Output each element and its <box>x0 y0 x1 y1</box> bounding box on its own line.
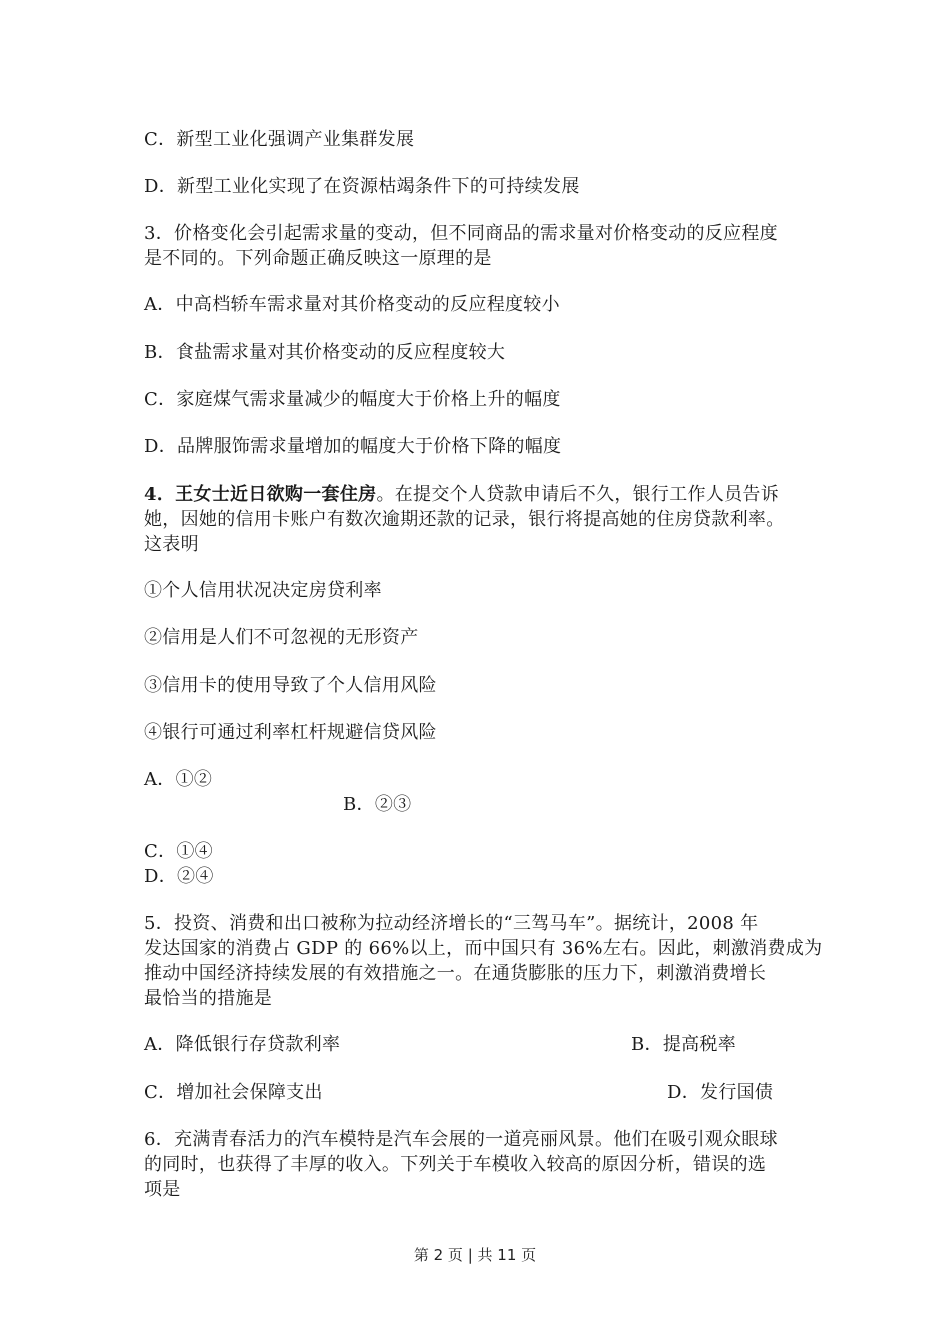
q3-option-c: C．家庭煤气需求量减少的幅度大于价格上升的幅度 <box>144 389 561 410</box>
q3-option-d: D．品牌服饰需求量增加的幅度大于价格下降的幅度 <box>144 436 562 457</box>
q4-item-2: ②信用是人们不可忽视的无形资产 <box>144 627 419 648</box>
q4-stem-rest: 。在提交个人贷款申请后不久，银行工作人员告诉 <box>376 484 780 505</box>
q3-option-a: A．中高档轿车需求量对其价格变动的反应程度较小 <box>144 294 560 315</box>
q5-stem-line-3: 推动中国经济持续发展的有效措施之一。在通货膨胀的压力下，刺激消费增长 <box>144 963 767 984</box>
q5-stem-line-4: 最恰当的措施是 <box>144 988 273 1009</box>
q5-stem-line-2: 发达国家的消费占 GDP 的 66%以上，而中国只有 36%左右。因此，刺激消费成为 <box>144 938 823 959</box>
q6-stem-line-1: 6．充满青春活力的汽车模特是汽车会展的一道亮丽风景。他们在吸引观众眼球 <box>144 1129 778 1150</box>
q3-stem-line-1: 3．价格变化会引起需求量的变动，但不同商品的需求量对价格变动的反应程度 <box>144 223 778 244</box>
q5-option-b: B．提高税率 <box>631 1034 737 1055</box>
q4-item-4: ④银行可通过利率杠杆规避信贷风险 <box>144 722 437 743</box>
q4-stem-line-3: 这表明 <box>144 534 199 555</box>
q2-option-d: D．新型工业化实现了在资源枯竭条件下的可持续发展 <box>144 176 580 197</box>
q6-stem-line-3: 项是 <box>144 1179 181 1200</box>
q4-item-3: ③信用卡的使用导致了个人信用风险 <box>144 675 437 696</box>
q5-option-d: D．发行国债 <box>667 1082 774 1103</box>
q3-option-b: B．食盐需求量对其价格变动的反应程度较大 <box>144 342 506 363</box>
q4-item-1: ①个人信用状况决定房贷利率 <box>144 580 382 601</box>
q5-option-c: C．增加社会保障支出 <box>144 1082 323 1103</box>
q2-option-c: C．新型工业化强调产业集群发展 <box>144 129 415 150</box>
q5-option-a: A．降低银行存贷款利率 <box>144 1034 341 1055</box>
q4-stem-bold: 4．王女士近日欲购一套住房 <box>144 484 377 505</box>
q4-stem-line-1 <box>144 483 779 507</box>
q5-stem-line-1: 5．投资、消费和出口被称为拉动经济增长的“三驾马车”。据统计，2008 年 <box>144 913 759 934</box>
q4-option-c: C．①④ <box>144 841 213 862</box>
q6-stem-line-2: 的同时，也获得了丰厚的收入。下列关于车模收入较高的原因分析，错误的选 <box>144 1154 767 1175</box>
q4-option-b: B．②③ <box>343 794 412 815</box>
page-footer: 第 2 页 | 共 11 页 <box>413 1246 537 1264</box>
q4-option-d: D．②④ <box>144 866 214 887</box>
q3-stem-line-2: 是不同的。下列命题正确反映这一原理的是 <box>144 248 492 269</box>
q4-option-a: A．①② <box>144 769 213 790</box>
q4-stem-line-2: 她，因她的信用卡账户有数次逾期还款的记录，银行将提高她的住房贷款利率。 <box>144 509 785 530</box>
